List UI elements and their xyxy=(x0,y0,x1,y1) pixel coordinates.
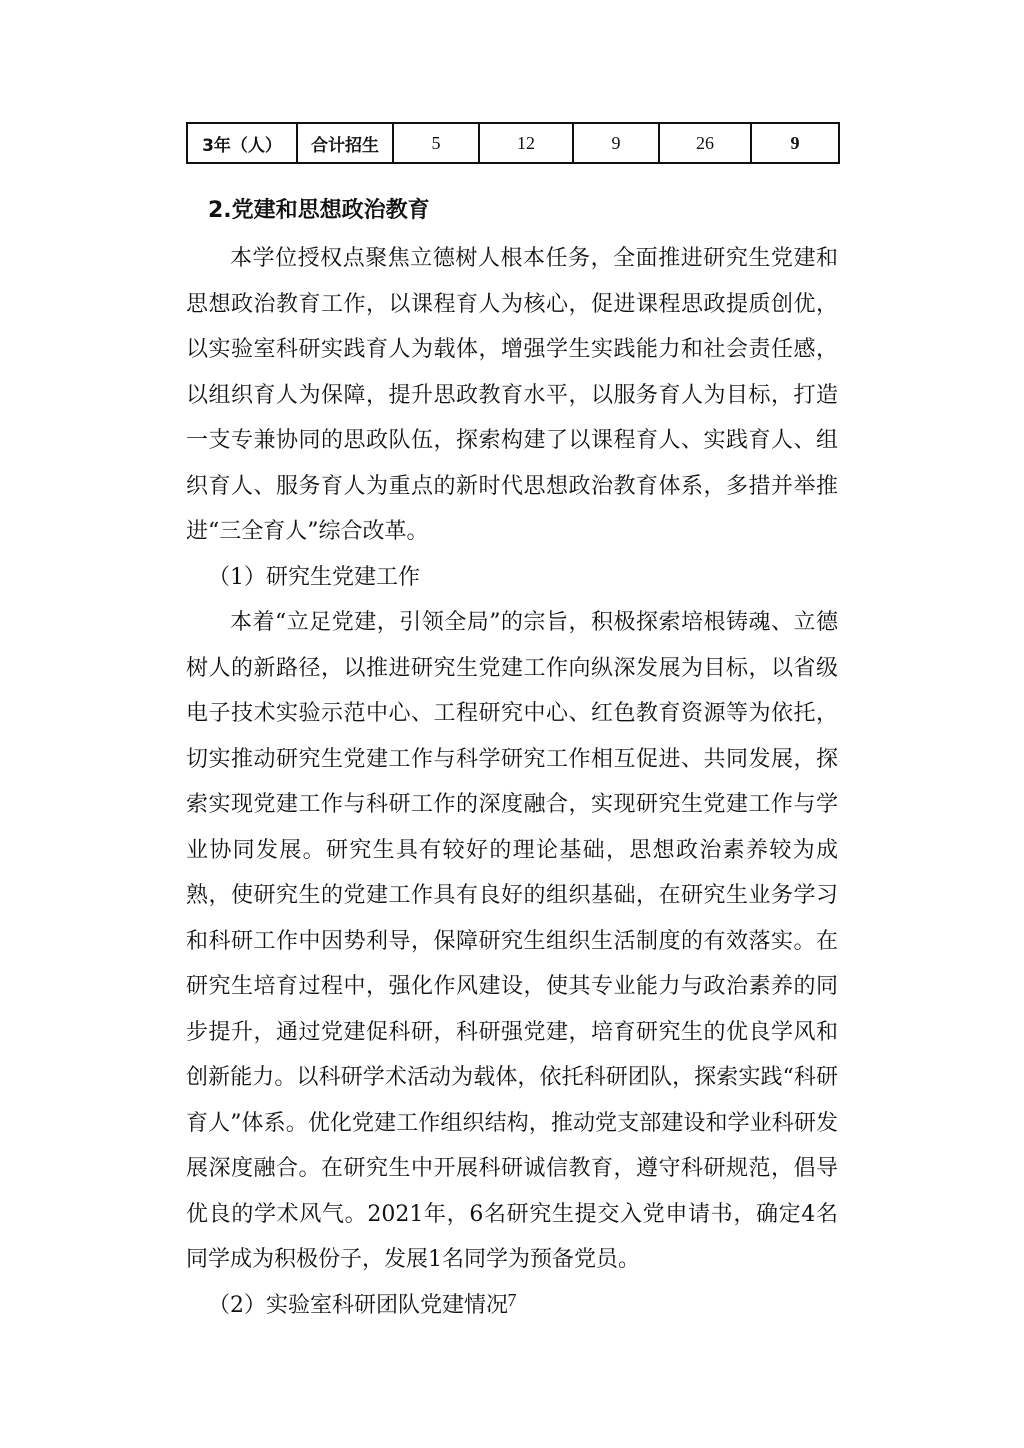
subsection-body-1: 本着“立足党建，引领全局”的宗旨，积极探索培根铸魂、立德树人的新路径，以推进研究生党建工作向纵深发展为目标，以省级电子技术实验示范中心、工程研究中心、红色教育资源等为依托，切实推动研究生党建工作与科学研究工作相互促进、共同发展，探索实现党建工作与科研工作的深度融合，实现研究生党建工作与学业协同发展。研究生具有较好的理论基础，思想政治素养较为成熟，使研究生的党建工作具有良好的组织基础，在研究生业务学习和科研工作中因势利导，保障研究生组织生活制度的有效落实。在研究生培育过程中，强化作风建设，使其专业能力与政治素养的同步提升，通过党建促科研，科研强党建，培育研究生的优良学风和创新能力。以科研学术活动为载体，依托科研团队，探索实践“科研育人”体系。优化党建工作组织结构，推动党支部建设和学业科研发展深度融合。在研究生中开展科研诚信教育，遵守科研规范，倡导优良的学术风气。2021年，6名研究生提交入党申请书，确定4名同学成为积极份子，发展1名同学为预备党员。 xyxy=(186,610,838,1272)
page-number: 7 xyxy=(507,1290,517,1310)
value-cell-highlight: 9 xyxy=(751,123,839,163)
value-cell: 5 xyxy=(393,123,479,163)
value-cell: 12 xyxy=(479,123,573,163)
value-cell: 26 xyxy=(659,123,751,163)
intro-paragraph: 本学位授权点聚焦立德树人根本任务，全面推进研究生党建和思想政治教育工作，以课程育人为核心，促进课程思政提质创优，以实验室科研实践育人为载体，增强学生实践能力和社会责任感，以组织育人为保障，提升思政教育水平，以服务育人为目标，打造一支专兼协同的思政队伍，探索构建了以课程育人、实践育人、组织育人、服务育人为重点的新时代思想政治教育体系，多措并举推进“三全育人”综合改革。 xyxy=(186,246,838,544)
section-heading: 2.党建和思想政治教育 xyxy=(208,198,430,223)
table-row xyxy=(187,123,839,163)
total-enrollment-label-cell: 合计招生 xyxy=(297,123,393,163)
document-body xyxy=(186,186,838,1328)
subsection-title-2: （2）实验室科研团队党建情况 xyxy=(208,1292,508,1318)
enrollment-summary-table xyxy=(186,122,840,164)
subsection-title-1: （1）研究生党建工作 xyxy=(208,564,420,590)
period-cell: 3年（人） xyxy=(187,123,297,163)
value-cell: 9 xyxy=(573,123,659,163)
